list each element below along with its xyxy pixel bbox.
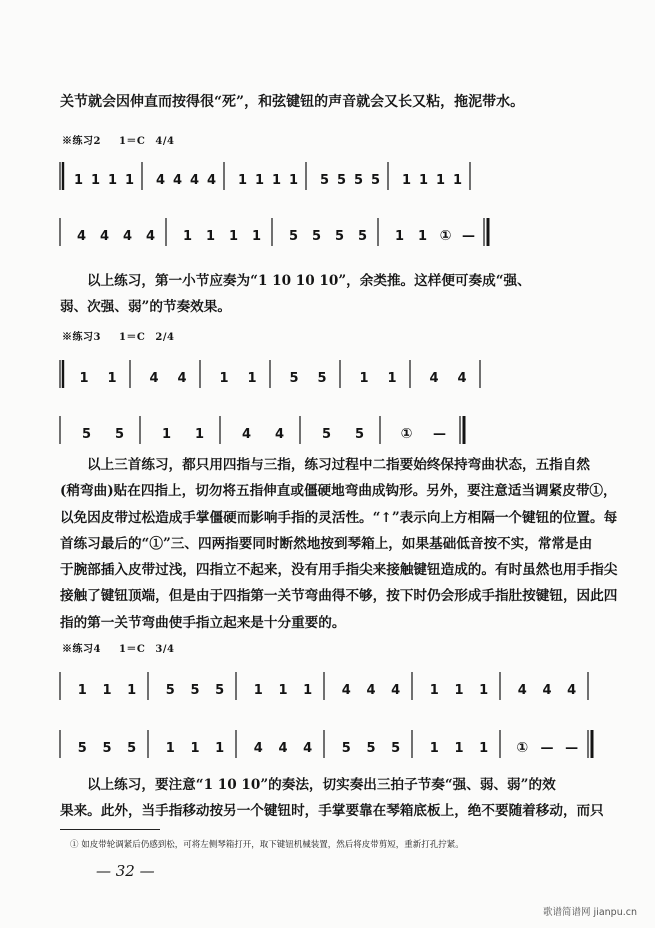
note: 5 (311, 229, 322, 244)
note: 1 (401, 173, 412, 188)
watermark: 歌谱简谱网 jianpu.cn (543, 907, 637, 918)
para3-line-7: 指的第一关节弯曲使手指立起来是十分重要的。 (60, 614, 346, 631)
note: 1 (190, 741, 200, 756)
note: 5 (317, 371, 327, 386)
note: 5 (77, 741, 87, 756)
note: 5 (336, 173, 347, 188)
note: 4 (189, 173, 200, 188)
note: 4 (177, 371, 187, 386)
paragraph-after-exercise2 (60, 268, 600, 321)
exercise4-key: 1＝C (118, 644, 146, 655)
note: 5 (114, 427, 125, 442)
exercise3-label: ※练习3 (62, 332, 101, 343)
note: 1 (102, 683, 112, 698)
note: 5 (215, 683, 225, 698)
note: 5 (102, 741, 112, 756)
note: 1 (247, 371, 257, 386)
paragraph-after-exercise4 (60, 772, 604, 825)
note: 5 (334, 229, 345, 244)
exercise3-staff-row-1 (58, 356, 498, 396)
note: 5 (357, 229, 368, 244)
footnote: ① 如皮带轮调紧后仍感到松，可将左侧琴箱打开，取下键钮机械装置，然后将皮带剪短，重新打孔拧紧。 (70, 840, 464, 850)
note: 5 (190, 683, 200, 698)
note: 5 (341, 741, 351, 756)
note: 4 (99, 229, 110, 244)
para3-line-5: 于腕部插入皮带过浅，四指立不起来，没有用手指尖来接触键钮造成的。有时虽然也用手指尖 (60, 562, 618, 579)
note: 4 (122, 229, 133, 244)
note: 5 (127, 741, 137, 756)
note: — (540, 741, 554, 756)
note: 1 (182, 229, 193, 244)
note: 1 (127, 683, 137, 698)
para3-line-2: (稍弯曲)贴在四指上，切勿将五指伸直或僵硬地弯曲成钩形。另外，要注意适当调紧皮带①， (60, 483, 617, 500)
note: 5 (353, 173, 364, 188)
note: 5 (289, 371, 299, 386)
exercise2-header (62, 132, 174, 147)
note: 1 (237, 173, 248, 188)
exercise4-staff-row-1 (58, 668, 608, 708)
note: 4 (145, 229, 156, 244)
note: 4 (391, 683, 401, 698)
note: 1 (394, 229, 405, 244)
note: 1 (205, 229, 216, 244)
note: ① (516, 740, 529, 756)
note: 4 (341, 683, 351, 698)
note: 1 (228, 229, 239, 244)
note: 4 (457, 371, 467, 386)
para3-line-1: 以上三首练习，都只用四指与三指，练习过程中二指要始终保持弯曲状态，五指自然 (87, 457, 590, 473)
note: 1 (215, 741, 225, 756)
para2-line-2: 弱、次强、弱”的节奏效果。 (60, 299, 231, 316)
note: 5 (288, 229, 299, 244)
note: 1 (73, 173, 84, 188)
exercise3-key: 1＝C (118, 332, 146, 343)
note: 1 (479, 741, 489, 756)
note: 4 (429, 371, 439, 386)
note: 1 (251, 229, 262, 244)
note: — (565, 741, 579, 756)
exercise2-key: 1＝C (118, 136, 146, 147)
note: 1 (418, 173, 429, 188)
note: 4 (366, 683, 376, 698)
note: 4 (76, 229, 87, 244)
note: 1 (79, 371, 89, 386)
note: 1 (435, 173, 446, 188)
note: 5 (165, 683, 175, 698)
note: 1 (107, 173, 118, 188)
note: 1 (454, 683, 464, 698)
note: 1 (417, 229, 428, 244)
note: 1 (429, 683, 439, 698)
footnote-rule (60, 829, 160, 830)
note: 1 (303, 683, 313, 698)
note: — (462, 229, 475, 244)
note: 1 (479, 683, 489, 698)
note: 4 (274, 427, 285, 442)
note: 1 (452, 173, 463, 188)
para4-line-2: 果来。此外，当手指移动按另一个键钮时，手掌要靠在琴箱底板上，绝不要随着移动，而只 (60, 803, 604, 820)
intro-line: 关节就会因伸直而按得很“死”，和弦键钮的声音就会又长又粘，拖泥带水。 (60, 94, 525, 110)
note: 4 (517, 683, 527, 698)
note: 4 (542, 683, 552, 698)
exercise4-meter: 3/4 (155, 644, 175, 655)
para3-line-6: 接触了键钮顶端，但是由于四指第一关节弯曲得不够，按下时仍会形成手指肚按键钮，因此四 (60, 588, 618, 605)
note: 1 (254, 173, 265, 188)
para3-line-4: 首练习最后的“①”三、四两指要同时断然地按到琴箱上，如果基础低音按不实，常常是由 (60, 535, 593, 552)
note: 4 (567, 683, 577, 698)
note: 5 (370, 173, 381, 188)
note: 1 (278, 683, 288, 698)
note: 5 (81, 427, 92, 442)
note: 1 (253, 683, 263, 698)
exercise2-meter: 4/4 (155, 136, 175, 147)
exercise2-staff-row-1 (58, 158, 498, 198)
exercise2-label: ※练习2 (62, 136, 101, 147)
note: 1 (454, 741, 464, 756)
note: 1 (288, 173, 299, 188)
note: 4 (206, 173, 217, 188)
note: 4 (149, 371, 159, 386)
note: 1 (194, 427, 205, 442)
page-number: — 32 — (96, 862, 155, 880)
exercise4-label: ※练习4 (62, 644, 101, 655)
para3-line-3: 以免因皮带过松造成手掌僵硬而影响手指的灵活性。“↑”表示向上方相隔一个键钮的位置。每 (60, 509, 618, 526)
note: 1 (219, 371, 229, 386)
exercise3-meter: 2/4 (155, 332, 175, 343)
note: 4 (155, 173, 166, 188)
note: 1 (165, 741, 175, 756)
note: 1 (271, 173, 282, 188)
note: ① (400, 426, 413, 442)
paragraph-after-exercise3 (60, 452, 618, 636)
note: 1 (77, 683, 87, 698)
note: 5 (354, 427, 365, 442)
note: 1 (387, 371, 397, 386)
note: 4 (278, 741, 288, 756)
exercise4-staff-row-2 (58, 726, 608, 766)
note: 4 (172, 173, 183, 188)
exercise2-staff-row-2 (58, 214, 498, 254)
note: ① (439, 228, 452, 244)
note: 4 (303, 741, 313, 756)
note: 1 (107, 371, 117, 386)
note: 4 (253, 741, 263, 756)
note: 1 (161, 427, 172, 442)
note: 5 (366, 741, 376, 756)
note: 5 (391, 741, 401, 756)
exercise4-header (62, 640, 174, 655)
para2-line-1: 以上练习，第一小节应奏为“1 10 10 10”，余类推。这样便可奏成“强、 (87, 273, 531, 289)
note: 1 (124, 173, 135, 188)
note: 1 (429, 741, 439, 756)
note: 1 (359, 371, 369, 386)
note: — (433, 427, 446, 442)
note: 1 (90, 173, 101, 188)
note: 5 (319, 173, 330, 188)
para4-line-1: 以上练习，要注意“1 10 10”的奏法，切实奏出三拍子节奏“强、弱、弱”的效 (87, 777, 556, 793)
exercise3-header (62, 328, 174, 343)
note: 4 (241, 427, 252, 442)
exercise3-staff-row-2 (58, 412, 498, 452)
note: 5 (321, 427, 332, 442)
